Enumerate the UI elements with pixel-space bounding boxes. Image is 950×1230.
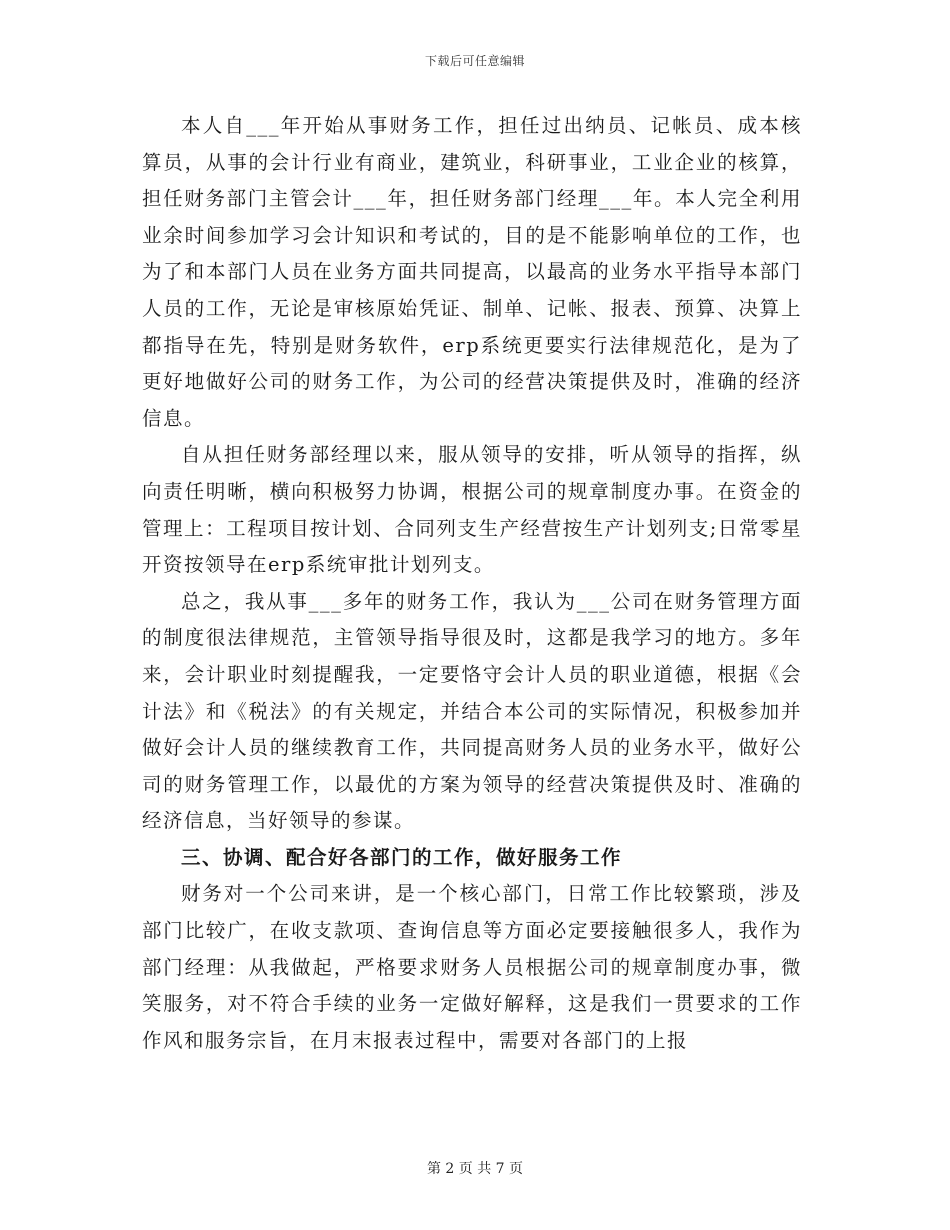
section-paragraph: 财务对一个公司来讲，是一个核心部门，日常工作比较繁琐，涉及部门比较广，在收支款项、查询信息等方面必定要接触很多人，我作为部门经理：从我做起，严格要求财务人员根据公司的规章制度办事，微笑服务，对不符合手续的业务一定做好解释，这是我们一贯要求的工作作风和服务宗旨，在月末报表过程中，需要对各部门的上报: [142, 882, 802, 1052]
body-paragraph-1: 本人自___年开始从事财务工作，担任过出纳员、记帐员、成本核算员，从事的会计行业有商业，建筑业，科研事业，工业企业的核算，担任财务部门主管会计___年，担任财务部门经理___年。本人完全利用业余时间参加学习会计知识和考试的，目的是不能影响单位的工作，也为了和本部门人员在业务方面共同提高，以最高的业务水平指导本部门人员的工作，无论是审核原始凭证、制单、记帐、报表、预算、决算上都指导在先，特别是财务软件，erp系统更要实行法律规范化，是为了更好地做好公司的财务工作，为公司的经营决策提供及时，准确的经济信息。: [142, 114, 802, 430]
body-paragraph-2: 自从担任财务部经理以来，服从领导的安排，听从领导的指挥，纵向责任明晰，横向积极努力协调，根据公司的规章制度办事。在资金的管理上：工程项目按计划、合同列支生产经营按生产计划列支;日常零星开资按领导在erp系统审批计划列支。: [142, 443, 802, 577]
page-header-note: 下载后可任意编辑: [424, 54, 525, 68]
page-number: 第 2 页 共 7 页: [426, 1161, 524, 1177]
body-paragraph-3: 总之，我从事___多年的财务工作，我认为___公司在财务管理方面的制度很法律规范，主管领导指导很及时，这都是我学习的地方。多年来，会计职业时刻提醒我，一定要恪守会计人员的职业道德，根据《会计法》和《税法》的有关规定，并结合本公司的实际情况，积极参加并做好会计人员的继续教育工作，共同提高财务人员的业务水平，做好公司的财务管理工作，以最优的方案为领导的经营决策提供及时、准确的经济信息，当好领导的参谋。: [142, 589, 802, 833]
section-heading: 三、协调、配合好各部门的工作，做好服务工作: [181, 845, 623, 869]
document-body: [142, 108, 802, 1059]
